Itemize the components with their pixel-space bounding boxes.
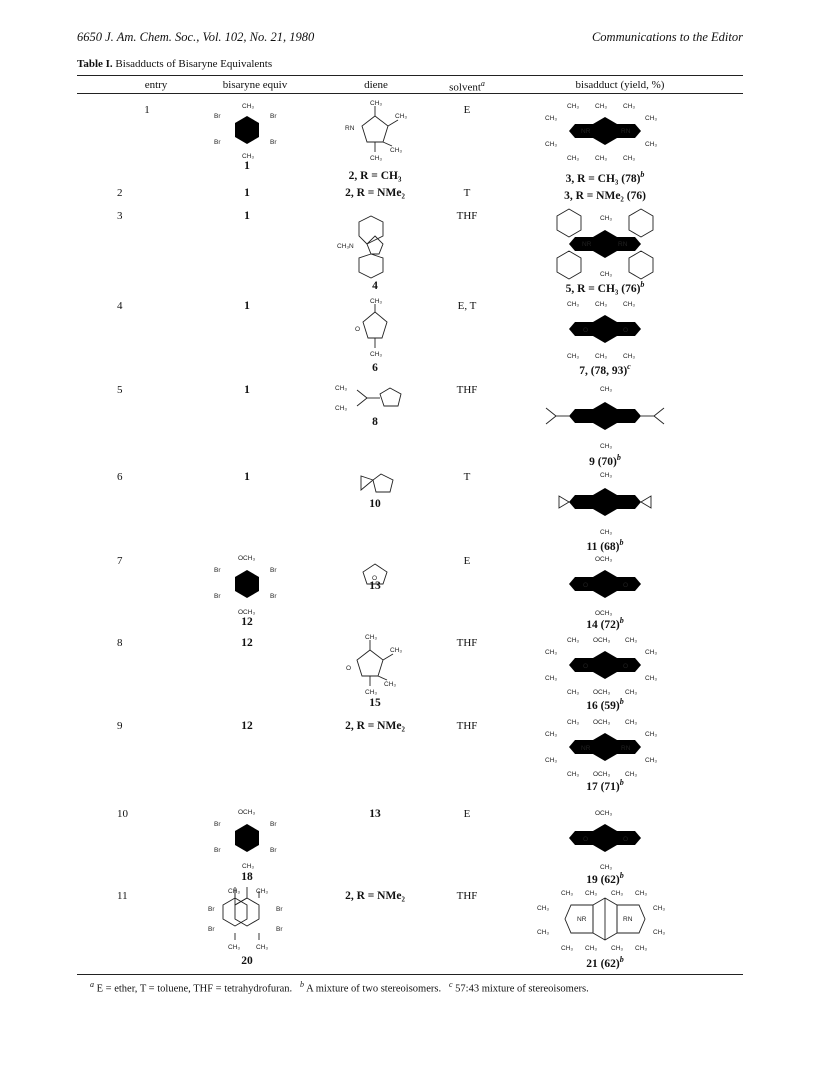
row-10-note: b — [619, 871, 624, 880]
row-7-bisaryne: 12 — [241, 616, 253, 628]
row-4-product — [520, 362, 690, 377]
svg-text:CH₃: CH₃ — [595, 353, 608, 360]
svg-text:OCH₃: OCH₃ — [593, 637, 611, 644]
row-9-product-text: 17 (71) — [586, 780, 620, 793]
svg-text:RN: RN — [621, 745, 631, 752]
row-6-product-text: 11 (68) — [586, 540, 620, 553]
svg-text:CH₃: CH₃ — [625, 719, 638, 726]
svg-text:Br: Br — [214, 567, 221, 574]
row-11-product-text: 21 (62) — [586, 957, 620, 970]
svg-text:CH₃: CH₃ — [370, 298, 383, 305]
structure-6-dimethylfuran — [350, 298, 400, 360]
row-8-product — [520, 697, 690, 712]
row-10-entry: 10 — [117, 808, 128, 820]
svg-text:CH₃: CH₃ — [623, 353, 636, 360]
row-7-note: b — [619, 616, 624, 625]
svg-text:CH₃: CH₃ — [545, 115, 558, 122]
svg-text:CH₃: CH₃ — [561, 945, 574, 952]
structure-5-bisadduct — [540, 208, 670, 280]
svg-text:CH₃: CH₃ — [567, 771, 580, 778]
svg-text:Br: Br — [276, 906, 283, 913]
svg-text:OCH₃: OCH₃ — [593, 719, 611, 726]
row-8-solvent: THF — [456, 637, 478, 649]
col-header-product: bisadduct (yield, %) — [575, 79, 665, 91]
svg-text:NR: NR — [582, 241, 592, 248]
row-1-note: b — [640, 170, 645, 179]
svg-text:O: O — [583, 836, 589, 843]
svg-text:CH₃: CH₃ — [653, 905, 666, 912]
table-bottom-rule — [77, 974, 743, 975]
svg-text:CH₃: CH₃ — [645, 757, 658, 764]
svg-text:CH₃: CH₃ — [390, 647, 403, 654]
svg-text:Br: Br — [214, 113, 221, 120]
structure-16-bisadduct — [545, 634, 665, 696]
svg-text:CH₃: CH₃ — [600, 864, 613, 870]
svg-text:CH₃: CH₃ — [228, 888, 241, 895]
row-4-diene: 6 — [372, 362, 378, 374]
svg-text:CH₃: CH₃ — [635, 890, 648, 897]
row-5-diene: 8 — [372, 416, 378, 428]
row-8-product-text: 16 (59) — [586, 699, 620, 712]
row-1-product-text: 3, R = CH₃ (78) — [565, 172, 641, 185]
svg-text:CH₃: CH₃ — [600, 215, 613, 222]
structure-14-bisadduct — [555, 552, 655, 616]
svg-text:CH₃: CH₃ — [645, 675, 658, 682]
svg-text:CH₃: CH₃ — [335, 405, 348, 412]
svg-text:CH₃: CH₃ — [635, 945, 648, 952]
journal-citation: 6650 J. Am. Chem. Soc., Vol. 102, No. 21, 1980 — [77, 30, 315, 44]
structure-20-tetrabromo-tetramethylnaphthalene — [200, 887, 294, 951]
svg-text:CH₃: CH₃ — [645, 731, 658, 738]
svg-text:OCH₃: OCH₃ — [595, 556, 613, 563]
row-2-entry: 2 — [117, 187, 123, 199]
row-3-note: b — [640, 280, 645, 289]
svg-text:CH₃: CH₃ — [625, 637, 638, 644]
row-6-solvent: T — [463, 471, 471, 483]
row-5-note: b — [616, 453, 621, 462]
svg-text:CH₃: CH₃ — [370, 155, 383, 162]
row-9-diene: 2, R = NMe₂ — [345, 720, 405, 732]
svg-text:CH₃: CH₃ — [600, 529, 613, 536]
table-title: Bisadducts of Bisaryne Equivalents — [115, 58, 273, 70]
svg-text:CH₃: CH₃ — [537, 905, 550, 912]
row-8-note: b — [619, 697, 624, 706]
svg-text:CH₃: CH₃ — [242, 103, 255, 110]
structure-18-tetrabromo-methoxytoluene — [212, 806, 282, 870]
svg-text:CH₃: CH₃ — [595, 103, 608, 110]
svg-text:CH₃: CH₃ — [595, 301, 608, 308]
solvent-header-text: solvent — [449, 81, 481, 94]
row-1-solvent: E — [463, 104, 471, 116]
col-header-solvent — [432, 79, 502, 94]
row-11-entry: 11 — [117, 890, 128, 902]
row-3-product-text: 5, R = CH₃ (76) — [565, 282, 641, 295]
svg-text:CH₃: CH₃ — [645, 141, 658, 148]
svg-text:Br: Br — [270, 139, 277, 146]
table-header-rule — [77, 93, 743, 94]
svg-text:CH₃: CH₃ — [567, 353, 580, 360]
svg-text:Br: Br — [208, 906, 215, 913]
svg-text:CH₃: CH₃ — [545, 731, 558, 738]
row-6-bisaryne: 1 — [244, 471, 250, 483]
footnote-c-mark: c — [448, 980, 453, 989]
svg-text:CH₃: CH₃ — [561, 890, 574, 897]
row-10-solvent: E — [463, 808, 471, 820]
svg-text:CH₃: CH₃ — [370, 351, 383, 358]
svg-text:RN: RN — [345, 125, 355, 132]
row-11-bisaryne: 20 — [241, 955, 253, 967]
col-header-diene: diene — [364, 79, 388, 91]
footnote-b-mark: b — [300, 980, 305, 989]
svg-text:CH₃: CH₃ — [600, 443, 613, 450]
svg-text:Br: Br — [270, 567, 277, 574]
svg-text:OCH₃: OCH₃ — [593, 771, 611, 778]
svg-text:CH₃: CH₃ — [567, 155, 580, 162]
svg-text:CH₃: CH₃ — [567, 637, 580, 644]
svg-text:CH₃: CH₃ — [567, 689, 580, 696]
row-9-note: b — [619, 778, 624, 787]
structure-15-tetramethylfuran — [340, 634, 410, 696]
row-1-diene: 2, R = CH₃ — [348, 170, 402, 182]
row-6-entry: 6 — [117, 471, 123, 483]
row-8-diene: 15 — [369, 697, 381, 709]
row-2-product — [520, 187, 690, 202]
row-3-solvent: THF — [456, 210, 478, 222]
svg-text:O: O — [623, 836, 629, 843]
structure-11-bisadduct — [555, 468, 655, 536]
structure-21-bisadduct — [535, 886, 675, 952]
svg-text:RN: RN — [621, 128, 631, 135]
svg-text:CH₃: CH₃ — [545, 649, 558, 656]
row-4-product-text: 7, (78, 93) — [579, 364, 628, 377]
section-title: Communications to the Editor — [591, 30, 743, 44]
col-header-bisaryne: bisaryne equiv — [222, 79, 288, 91]
svg-text:CH₃: CH₃ — [365, 634, 378, 641]
row-7-solvent: E — [463, 555, 471, 567]
svg-text:OCH₃: OCH₃ — [595, 610, 613, 616]
svg-text:Br: Br — [270, 593, 277, 600]
svg-text:CH₃: CH₃ — [611, 945, 624, 952]
svg-text:CH₃: CH₃ — [623, 301, 636, 308]
row-1-product — [520, 170, 690, 185]
row-6-diene: 10 — [369, 498, 381, 510]
svg-text:O: O — [583, 663, 589, 670]
svg-text:CH₃: CH₃ — [537, 929, 550, 936]
row-9-bisaryne: 12 — [241, 720, 253, 732]
svg-text:CH₃: CH₃ — [653, 929, 666, 936]
row-9-product — [520, 778, 690, 793]
svg-text:CH₃: CH₃ — [585, 890, 598, 897]
row-3-bisaryne: 1 — [244, 210, 250, 222]
svg-text:O: O — [583, 327, 589, 334]
svg-text:CH₃: CH₃ — [600, 386, 613, 393]
svg-text:OCH₃: OCH₃ — [238, 609, 256, 616]
structure-10-spiroheptadiene — [355, 470, 399, 496]
svg-text:Br: Br — [214, 821, 221, 828]
row-2-bisaryne: 1 — [244, 187, 250, 199]
table-footnotes — [90, 980, 589, 995]
svg-text:Br: Br — [270, 847, 277, 854]
structure-1-tetrabromo-dimethylbenzene — [212, 100, 282, 160]
row-9-entry: 9 — [117, 720, 123, 732]
row-3-entry: 3 — [117, 210, 123, 222]
svg-text:RN: RN — [618, 241, 628, 248]
svg-text:CH₃: CH₃ — [545, 675, 558, 682]
svg-text:CH₃: CH₃ — [567, 301, 580, 308]
row-11-diene: 2, R = NMe₂ — [345, 890, 405, 902]
svg-text:CH₃: CH₃ — [395, 113, 408, 120]
svg-text:Br: Br — [214, 139, 221, 146]
svg-text:CH₃: CH₃ — [600, 472, 613, 479]
footnote-a-mark: a — [90, 980, 94, 989]
row-5-solvent: THF — [456, 384, 478, 396]
row-10-diene: 13 — [369, 808, 381, 820]
svg-text:Br: Br — [276, 926, 283, 933]
row-5-product-text: 9 (70) — [589, 455, 617, 468]
row-6-note: b — [619, 538, 624, 547]
svg-text:CH₃: CH₃ — [242, 863, 255, 870]
svg-text:CH₃: CH₃ — [625, 771, 638, 778]
row-7-diene: 13 — [369, 580, 381, 592]
row-5-product — [520, 453, 690, 468]
svg-text:NR: NR — [577, 916, 587, 923]
structure-7-bisadduct — [555, 298, 655, 360]
col-header-entry: entry — [144, 79, 168, 91]
svg-text:Br: Br — [214, 847, 221, 854]
svg-text:CH₃: CH₃ — [545, 141, 558, 148]
footnote-a: E = ether, T = toluene, THF = tetrahydrofuran. — [96, 983, 293, 995]
svg-text:NR: NR — [581, 745, 591, 752]
svg-text:CH₃: CH₃ — [365, 689, 378, 696]
row-10-product-text: 19 (62) — [586, 873, 620, 886]
svg-text:CH₃: CH₃ — [256, 944, 269, 951]
svg-text:O: O — [346, 665, 352, 672]
structure-17-bisadduct — [545, 716, 665, 778]
svg-text:O: O — [623, 327, 629, 334]
svg-text:CH₃: CH₃ — [242, 153, 255, 160]
row-1-entry: 1 — [144, 104, 150, 116]
svg-text:CH₃: CH₃ — [645, 649, 658, 656]
svg-text:OCH₃: OCH₃ — [593, 689, 611, 696]
svg-text:CH₃: CH₃ — [611, 890, 624, 897]
svg-text:CH₃: CH₃ — [595, 155, 608, 162]
structure-12-tetrabromo-dimethoxybenzene — [212, 552, 282, 616]
row-5-bisaryne: 1 — [244, 384, 250, 396]
svg-text:CH₃: CH₃ — [623, 155, 636, 162]
row-1-bisaryne: 1 — [244, 160, 250, 172]
structure-2-pyrrole — [340, 100, 410, 162]
svg-text:CH₃: CH₃ — [256, 888, 269, 895]
row-4-entry: 4 — [117, 300, 123, 312]
svg-text:CH₃: CH₃ — [545, 757, 558, 764]
svg-text:NR: NR — [581, 128, 591, 135]
row-3-product — [520, 280, 690, 295]
row-2-product-text: 3, R = NMe₂ (76) — [564, 189, 646, 202]
row-11-note: b — [619, 955, 624, 964]
svg-text:Br: Br — [270, 821, 277, 828]
svg-text:OCH₃: OCH₃ — [238, 809, 256, 816]
svg-text:CH₃: CH₃ — [335, 385, 348, 392]
svg-text:CH₃: CH₃ — [370, 100, 383, 107]
svg-text:CH₃: CH₃ — [384, 681, 397, 688]
structure-4-tetrahydrocarbazole — [335, 208, 415, 280]
row-8-bisaryne: 12 — [241, 637, 253, 649]
structure-19-bisadduct — [555, 806, 655, 870]
row-7-entry: 7 — [117, 555, 123, 567]
table-label: Table I. — [77, 58, 113, 70]
svg-text:CH₃: CH₃ — [567, 103, 580, 110]
svg-text:OCH₃: OCH₃ — [238, 555, 256, 562]
row-7-product — [520, 616, 690, 631]
svg-text:CH₃: CH₃ — [390, 147, 403, 154]
row-6-product — [520, 538, 690, 553]
svg-text:CH₃N: CH₃N — [337, 243, 354, 250]
svg-text:CH₃: CH₃ — [228, 944, 241, 951]
footnote-c: 57:43 mixture of stereoisomers. — [455, 983, 589, 995]
row-4-note: c — [627, 362, 631, 371]
row-10-product — [520, 871, 690, 886]
svg-text:Br: Br — [214, 593, 221, 600]
svg-text:O: O — [623, 663, 629, 670]
row-4-bisaryne: 1 — [244, 300, 250, 312]
svg-text:Br: Br — [270, 113, 277, 120]
svg-text:CH₃: CH₃ — [625, 689, 638, 696]
svg-text:OCH₃: OCH₃ — [595, 810, 613, 817]
svg-text:CH₃: CH₃ — [567, 719, 580, 726]
row-11-product — [520, 955, 690, 970]
svg-text:RN: RN — [623, 916, 633, 923]
svg-text:O: O — [372, 575, 378, 582]
row-11-solvent: THF — [456, 890, 478, 902]
table-caption — [77, 58, 272, 70]
structure-8-fulvene — [335, 380, 415, 416]
svg-text:O: O — [583, 582, 589, 589]
row-2-diene: 2, R = NMe₂ — [345, 187, 405, 199]
row-7-product-text: 14 (72) — [586, 618, 620, 631]
svg-text:CH₃: CH₃ — [600, 271, 613, 278]
row-9-solvent: THF — [456, 720, 478, 732]
row-2-solvent: T — [463, 187, 471, 199]
row-5-entry: 5 — [117, 384, 123, 396]
solvent-footnote-mark: a — [480, 79, 485, 88]
svg-text:O: O — [623, 582, 629, 589]
svg-text:CH₃: CH₃ — [623, 103, 636, 110]
row-10-bisaryne: 18 — [241, 871, 253, 883]
structure-3-bisadduct — [545, 100, 665, 162]
svg-text:O: O — [355, 326, 361, 333]
svg-text:CH₃: CH₃ — [585, 945, 598, 952]
footnote-b: A mixture of two stereoisomers. — [306, 983, 442, 995]
row-3-diene: 4 — [372, 280, 378, 292]
svg-text:Br: Br — [208, 926, 215, 933]
row-4-solvent: E, T — [457, 300, 477, 312]
table-top-rule — [77, 75, 743, 76]
svg-text:CH₃: CH₃ — [645, 115, 658, 122]
structure-9-bisadduct — [540, 382, 670, 450]
row-8-entry: 8 — [117, 637, 123, 649]
